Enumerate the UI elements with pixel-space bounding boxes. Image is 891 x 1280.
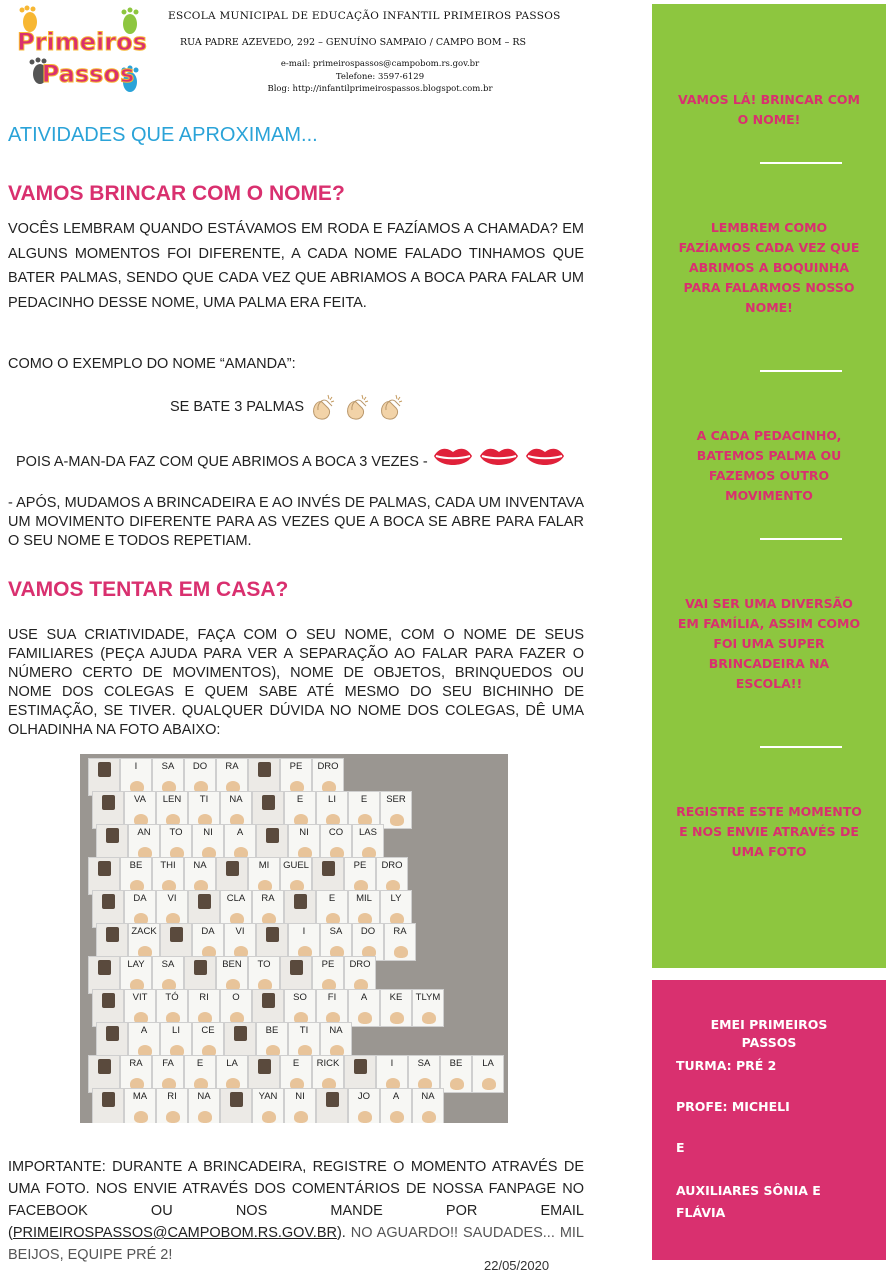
school-address: RUA PADRE AZEVEDO, 292 – GENUÍNO SAMPAIO / CAMPO BOM – RS	[180, 37, 527, 48]
contact-block	[250, 58, 510, 96]
syllable-text: CO	[328, 827, 344, 838]
syllable-text: DA	[201, 926, 215, 937]
syllable-text: E	[296, 794, 304, 805]
syllable-text: BE	[449, 1058, 463, 1069]
school-logo	[12, 4, 152, 100]
syllable-text: KE	[389, 992, 403, 1003]
lips-icon	[432, 444, 474, 470]
syllable-text: MA	[132, 1091, 148, 1102]
syllable-text: DRO	[381, 860, 403, 871]
syllable-text: PE	[289, 761, 303, 772]
syllable-text: SO	[293, 992, 307, 1003]
clap-hand-icon	[394, 946, 408, 958]
sidebar-divider	[760, 370, 842, 372]
syllable-text: VI	[167, 893, 177, 904]
syllable-text: SA	[417, 1058, 431, 1069]
clapping-hands-icon	[308, 392, 338, 422]
section1-after: - APÓS, MUDAMOS A BRINCADEIRA E AO INVÉS DE PALMAS, CADA UM INVENTAVA UM MOVIMENTO DIFERENTE PARA AS VEZES QUE A BOCA SE ABRE PARA FALAR O SEU NOME E TODOS REPETIAM.	[8, 495, 584, 549]
clap-hand-icon	[358, 1012, 372, 1024]
syllable-text: TLYM	[415, 992, 441, 1003]
syllable-text: NA	[329, 1025, 343, 1036]
syllable-text: LA	[226, 1058, 238, 1069]
syllable-text: RI	[167, 1091, 177, 1102]
syllable-card	[124, 1088, 156, 1123]
syllable-card	[380, 1088, 412, 1123]
syllable-text: NA	[229, 794, 243, 805]
mouth-text: POIS A-MAN-DA FAZ COM QUE ABRIMOS A BOCA 3 VEZES -	[16, 454, 428, 470]
syllable-card	[348, 1088, 380, 1123]
syllable-text: FI	[327, 992, 337, 1003]
section1-example: COMO O EXEMPLO DO NOME “AMANDA”:	[8, 356, 296, 372]
classroom-name-cards-photo	[80, 754, 508, 1123]
clap-hand-icon	[482, 1078, 496, 1090]
clap-hand-icon	[422, 1111, 436, 1123]
syllable-text: BEN	[222, 959, 242, 970]
syllable-text: PE	[321, 959, 335, 970]
syllable-text: E	[360, 794, 368, 805]
syllable-text: A	[236, 827, 244, 838]
child-photo-card	[92, 1088, 124, 1123]
syllable-text: LEN	[162, 794, 182, 805]
syllable-text: SA	[329, 926, 343, 937]
syllable-text: LY	[390, 893, 402, 904]
syllable-text: CLA	[226, 893, 246, 904]
email-link[interactable]: PRIMEIROSPASSOS@CAMPOBOM.RS.GOV.BR	[12, 1225, 337, 1241]
syllable-text: RA	[393, 926, 407, 937]
syllable-text: RICK	[316, 1058, 340, 1069]
sidebar-tip: REGISTRE ESTE MOMENTO E NOS ENVIE ATRAVÉS DE UMA FOTO	[676, 804, 862, 859]
important-farewell: NO AGUARDO!! SAUDADES... MIL BEIJOS, EQUIPE PRÉ 2!	[8, 1225, 584, 1263]
syllable-card	[412, 989, 444, 1027]
syllable-text: SER	[386, 794, 406, 805]
syllable-card	[380, 989, 412, 1027]
teacher-name: PROFE: MICHELI	[676, 1099, 790, 1114]
syllable-text: AN	[137, 827, 151, 838]
lips-icon	[478, 444, 520, 470]
syllable-text: MI	[258, 860, 270, 871]
conjunction: E	[676, 1140, 685, 1155]
syllable-text: NI	[299, 827, 309, 838]
syllable-text: I	[390, 1058, 394, 1069]
syllable-text: PE	[353, 860, 367, 871]
child-photo-card	[220, 1088, 252, 1123]
section2-body: USE SUA CRIATIVIDADE, FAÇA COM O SEU NOME, COM O NOME DE SEUS FAMILIARES (PEÇA AJUDA PARA VER A SEPARAÇÃO AO FALAR PARA FAZER O NÚMERO CERTO DE MOVIMENTOS), NOME DE OBJETOS, BRINQUEDOS OU NOME DOS COLEGAS E QUEM SABE ATÉ MESMO DO SEU BICHINHO DE ESTIMAÇÃO, SE TIVER. QUALQUER DÚVIDA NO NOME DOS COLEGAS, DÊ UMA OLHADINHA NA FOTO ABAIXO:	[8, 627, 584, 738]
important-text-close: ).	[336, 1225, 346, 1241]
syllable-text: TI	[199, 794, 209, 805]
school-short-name: EMEI PRIMEIROS PASSOS	[710, 1017, 828, 1050]
syllable-card	[440, 1055, 472, 1093]
clap-hand-icon	[134, 1111, 148, 1123]
syllable-text: NA	[197, 1091, 211, 1102]
syllable-card	[348, 989, 380, 1027]
clap-hand-icon	[358, 1111, 372, 1123]
school-name: ESCOLA MUNICIPAL DE EDUCAÇÃO INFANTIL PRIMEIROS PASSOS	[168, 10, 561, 22]
syllable-text: LI	[172, 1025, 180, 1036]
lips-icon	[524, 444, 566, 470]
syllable-text: I	[134, 761, 138, 772]
syllable-text: LAS	[359, 827, 377, 838]
claps-row	[170, 392, 406, 422]
syllable-text: DO	[360, 926, 376, 937]
clap-hand-icon	[450, 1078, 464, 1090]
svg-text:Passos: Passos	[41, 60, 135, 88]
document-date: 22/05/2020	[484, 1258, 550, 1273]
page-subtitle: ATIVIDADES QUE APROXIMAM...	[8, 124, 318, 146]
svg-text:Primeiros: Primeiros	[17, 28, 147, 56]
section1-heading: VAMOS BRINCAR COM O NOME?	[8, 182, 345, 205]
syllable-text: FA	[162, 1058, 174, 1069]
syllable-text: E	[328, 893, 336, 904]
child-photo-card	[316, 1088, 348, 1123]
clap-hand-icon	[262, 1111, 276, 1123]
syllable-text: BE	[265, 1025, 279, 1036]
clap-hand-icon	[390, 814, 404, 826]
claps-text: SE BATE 3 PALMAS	[170, 399, 305, 415]
syllable-text: RI	[199, 992, 209, 1003]
syllable-text: JO	[357, 1091, 371, 1102]
syllable-text: VA	[134, 794, 146, 805]
syllable-text: SA	[161, 761, 175, 772]
contact-blog[interactable]: Blog: http://infantilprimeirospassos.blogspot.com.br	[267, 84, 493, 94]
contact-email[interactable]: e-mail: primeirospassos@campobom.rs.gov.br	[280, 59, 480, 69]
syllable-text: DA	[133, 893, 147, 904]
syllable-text: DRO	[317, 761, 339, 772]
important-note	[8, 1156, 584, 1266]
clap-hand-icon	[198, 1111, 212, 1123]
syllable-card	[188, 1088, 220, 1123]
syllable-text: DO	[192, 761, 208, 772]
syllable-text: A	[140, 1025, 148, 1036]
syllable-text: VI	[235, 926, 245, 937]
syllable-text: YAN	[258, 1091, 278, 1102]
important-text: IMPORTANTE: DURANTE A BRINCADEIRA, REGISTRE O MOMENTO ATRAVÉS DE UMA FOTO. NOS ENVIE ATRAVÉS DOS COMENTÁRIOS DE NOSSA FANPAGE NO FACEBOOK OU NOS MANDE POR EMAIL (	[8, 1159, 584, 1241]
syllable-text: NI	[203, 827, 213, 838]
syllable-card	[284, 1088, 316, 1123]
syllable-card	[380, 791, 412, 829]
syllable-text: TO	[169, 827, 183, 838]
syllable-text: CE	[201, 1025, 215, 1036]
syllable-text: MIL	[356, 893, 372, 904]
syllable-text: DRO	[349, 959, 371, 970]
syllable-text: THI	[160, 860, 176, 871]
syllable-text: LAY	[127, 959, 145, 970]
syllable-text: RA	[261, 893, 275, 904]
sidebar-divider	[760, 162, 842, 164]
syllable-text: TO	[257, 959, 271, 970]
syllable-text: SA	[161, 959, 175, 970]
sidebar-tip: VAMOS LÁ! BRINCAR COM O NOME!	[678, 92, 860, 127]
syllable-text: NA	[421, 1091, 435, 1102]
syllable-text: BE	[129, 860, 143, 871]
section2-heading: VAMOS TENTAR EM CASA?	[8, 578, 289, 601]
syllable-text: LA	[482, 1058, 494, 1069]
syllable-text: RA	[129, 1058, 143, 1069]
name-card-row	[92, 1088, 444, 1123]
syllable-card	[384, 923, 416, 961]
clap-hand-icon	[390, 1111, 404, 1123]
syllable-text: A	[392, 1091, 400, 1102]
class-name: TURMA: PRÉ 2	[676, 1058, 777, 1073]
syllable-text: NI	[295, 1091, 305, 1102]
sidebar-tips-panel	[652, 4, 886, 968]
syllable-text: LI	[328, 794, 336, 805]
syllable-card	[156, 1088, 188, 1123]
clapping-hands-icon	[376, 392, 406, 422]
syllable-text: TÓ	[165, 992, 179, 1003]
sidebar-class-info	[652, 980, 886, 1260]
syllable-text: O	[232, 992, 240, 1003]
sidebar-divider	[760, 538, 842, 540]
syllable-card	[252, 1088, 284, 1123]
sidebar-divider	[760, 746, 842, 748]
assistants-names: AUXILIARES SÔNIA E FLÁVIA	[676, 1183, 821, 1220]
clapping-hands-icon	[342, 392, 372, 422]
sidebar-tip: VAI SER UMA DIVERSÃO EM FAMÍLIA, ASSIM COMO FOI UMA SUPER BRINCADEIRA NA ESCOLA!!	[677, 596, 861, 691]
syllable-card	[412, 1088, 444, 1123]
syllable-text: A	[360, 992, 368, 1003]
sidebar-tip: LEMBREM COMO FAZÍAMOS CADA VEZ QUE ABRIMOS A BOQUINHA PARA FALARMOS NOSSO NOME!	[678, 220, 860, 315]
section1-intro: VOCÊS LEMBRAM QUANDO ESTÁVAMOS EM RODA E FAZÍAMOS A CHAMADA? EM ALGUNS MOMENTOS FOI DIFERENTE, A CADA NOME FALADO TINHAMOS QUE BATER PALMAS, SENDO QUE CADA VEZ QUE ABRIAMOS A BOCA PARA FALAR UM PEDACINHO DESSE NOME, UMA PALMA ERA FEITA.	[8, 221, 584, 311]
clap-hand-icon	[422, 1012, 436, 1024]
syllable-text: RA	[225, 761, 239, 772]
syllable-text: E	[196, 1058, 204, 1069]
syllable-text: TI	[299, 1025, 309, 1036]
syllable-text: NA	[193, 860, 207, 871]
syllable-card	[472, 1055, 504, 1093]
syllable-text: I	[302, 926, 306, 937]
clap-hand-icon	[294, 1111, 308, 1123]
syllable-text: VIT	[132, 992, 148, 1003]
sidebar-tip: A CADA PEDACINHO, BATEMOS PALMA OU FAZEMOS OUTRO MOVIMENTO	[696, 428, 842, 503]
clap-hand-icon	[166, 1111, 180, 1123]
contact-phone: Telefone: 3597-6129	[335, 71, 425, 82]
syllable-text: GUEL	[283, 860, 309, 871]
syllable-text: E	[292, 1058, 300, 1069]
clap-hand-icon	[390, 1012, 404, 1024]
mouth-row	[16, 444, 566, 470]
syllable-text: ZACK	[131, 926, 157, 937]
